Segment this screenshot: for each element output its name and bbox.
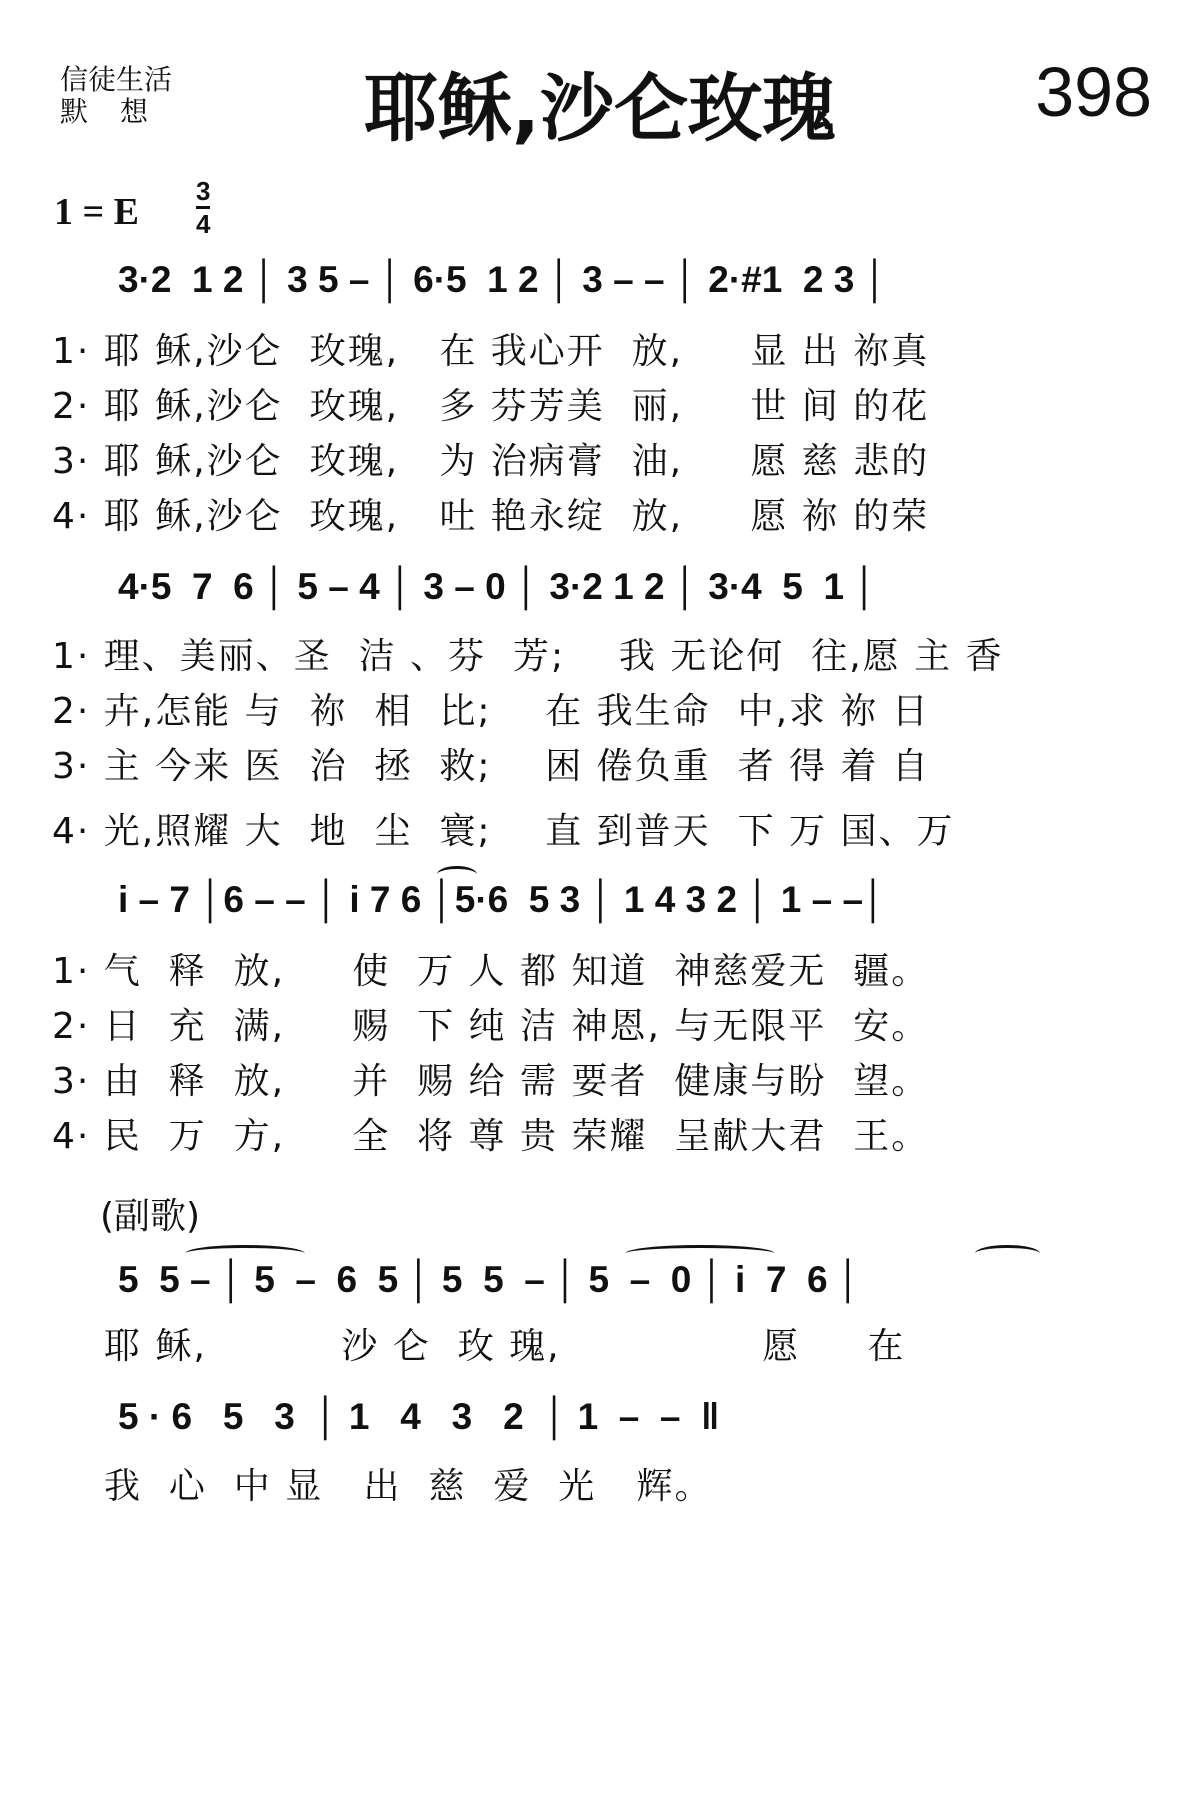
lyric-line: 1· 耶 稣,沙仑 玫瑰, 在 我心开 放, 显 出 祢真 bbox=[52, 331, 930, 372]
lyric-line: 3· 主 今来 医 治 拯 救; 困 倦负重 者 得 着 自 bbox=[52, 746, 930, 787]
time-signature-denominator: 4 bbox=[196, 206, 210, 239]
time-signature-numerator: 3 bbox=[196, 176, 211, 206]
lyric-line: 我 心 中 显 出 慈 爱 光 辉。 bbox=[104, 1466, 713, 1507]
lyric-line: 4· 耶 稣,沙仑 玫瑰, 吐 艳永绽 放, 愿 祢 的荣 bbox=[52, 496, 930, 537]
hymn-title: 耶稣,沙仑玫瑰 bbox=[363, 66, 837, 152]
lyric-line: 2· 卉,怎能 与 祢 相 比; 在 我生命 中,求 祢 日 bbox=[52, 691, 930, 732]
notation-line-1: 3·2 1 2 │ 3 5 – │ 6·5 1 2 │ 3 – – │ 2·#1 2 3 │ bbox=[118, 259, 888, 300]
notation-line-3: i – 7 │6 – – │ i 7 6 │5·6 5 3 │ 1 4 3 2 │ 1 – –│ bbox=[118, 879, 887, 920]
lyric-line: 2· 耶 稣,沙仑 玫瑰, 多 芬芳美 丽, 世 间 的花 bbox=[52, 386, 930, 427]
lyric-line: 耶 稣, 沙 仑 玫 瑰, 愿 在 bbox=[104, 1326, 906, 1367]
notation-line-5: 5 · 6 5 3 │ 1 4 3 2 │ 1 – – ‖ bbox=[118, 1396, 720, 1437]
lyric-line: 2· 日 充 满, 赐 下 纯 洁 神恩, 与无限平 安。 bbox=[52, 1006, 930, 1047]
lyric-line: 3· 由 释 放, 并 赐 给 需 要者 健康与盼 望。 bbox=[52, 1061, 930, 1102]
category-line-1: 信徒生活 bbox=[60, 63, 173, 96]
lyric-line: 1· 理、美丽、圣 洁 、芬 芳; 我 无论何 往,愿 主 香 bbox=[52, 636, 1004, 677]
time-signature bbox=[196, 176, 210, 239]
lyric-line: 4· 民 万 方, 全 将 尊 贵 荣耀 呈献大君 王。 bbox=[52, 1116, 930, 1157]
category-line-2: 默 想 bbox=[60, 95, 151, 128]
lyric-line: 4· 光,照耀 大 地 尘 寰; 直 到普天 下 万 国、万 bbox=[52, 811, 955, 852]
notation-line-2: 4·5 7 6 │ 5 – 4 │ 3 – 0 │ 3·2 1 2 │ 3·4 5 1 │ bbox=[118, 566, 878, 607]
notation-line-4: 5 5 – │ 5 – 6 5 │ 5 5 – │ 5 – 0 │ i 7 6 │ bbox=[118, 1259, 861, 1300]
lyric-line: 3· 耶 稣,沙仑 玫瑰, 为 治病膏 油, 愿 慈 悲的 bbox=[52, 441, 930, 482]
hymn-number: 398 bbox=[1035, 53, 1152, 131]
chorus-label: (副歌) bbox=[100, 1196, 201, 1237]
key-signature: 1 = E bbox=[54, 191, 139, 233]
lyric-line: 1· 气 释 放, 使 万 人 都 知道 神慈爱无 疆。 bbox=[52, 951, 930, 992]
